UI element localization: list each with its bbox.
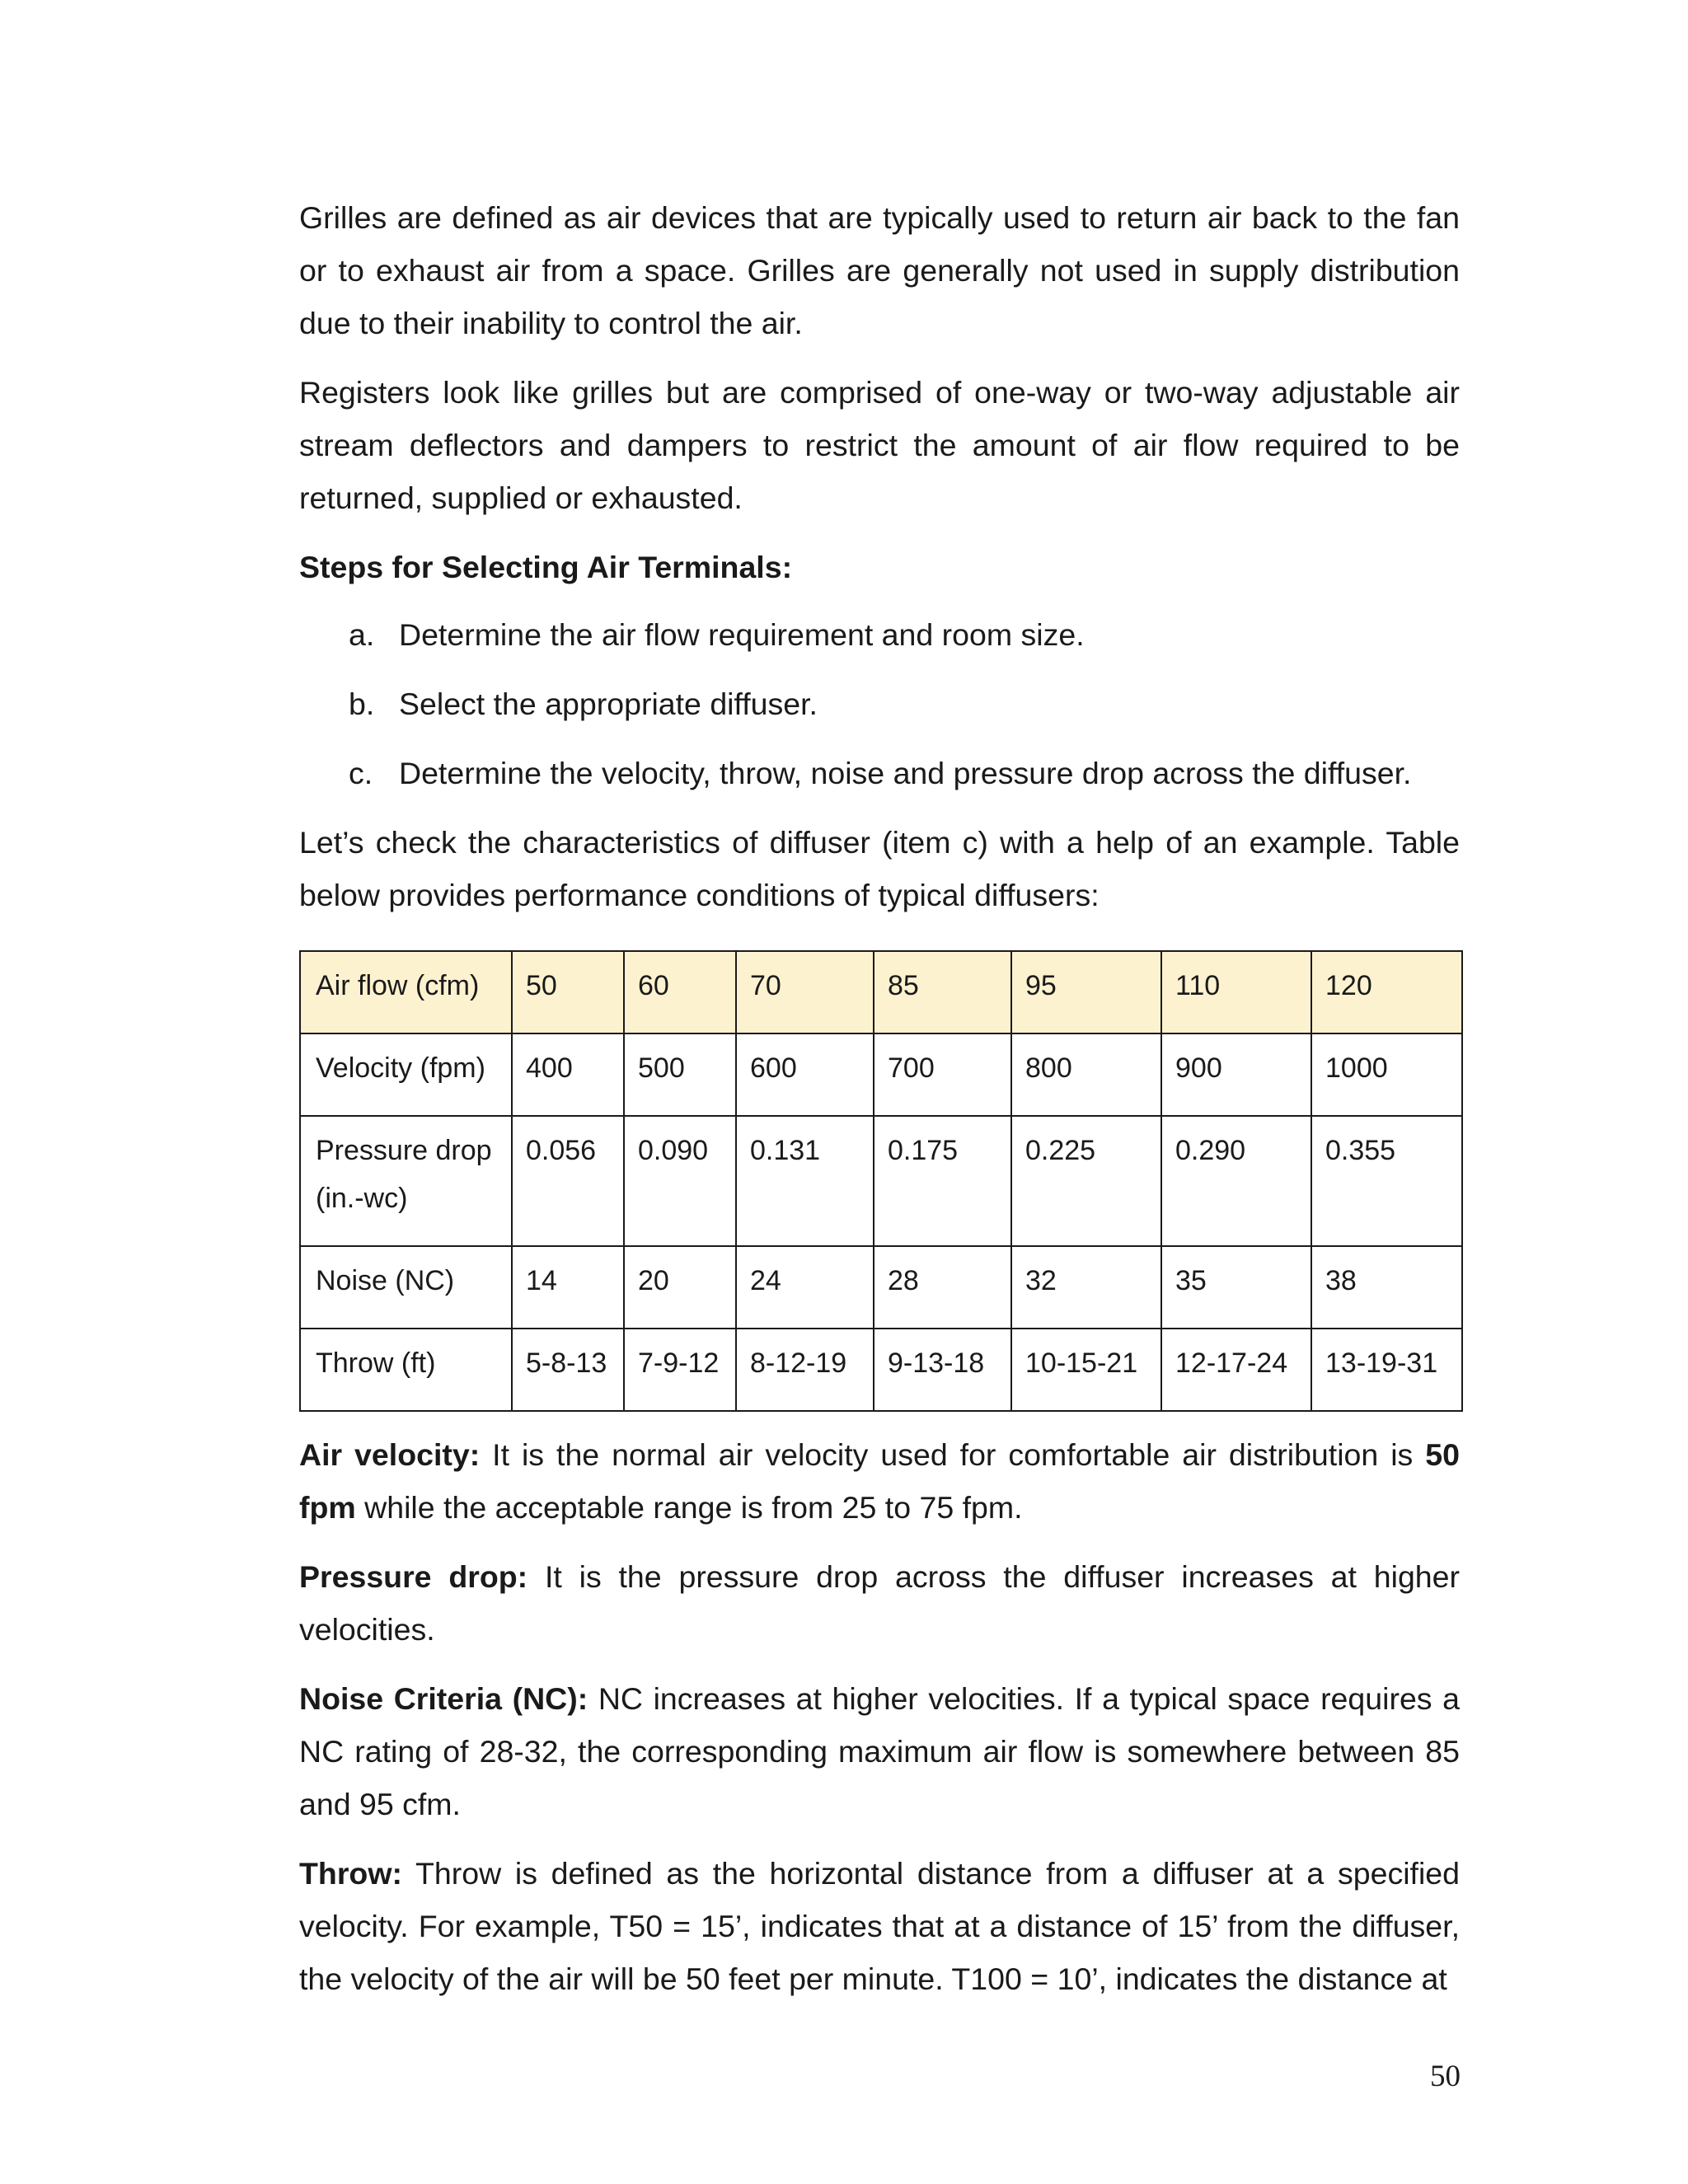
table-cell: 32 [1011, 1246, 1161, 1329]
table-row [300, 1246, 1462, 1329]
step-item [299, 608, 1460, 661]
term-air-velocity: Air velocity: [299, 1437, 481, 1472]
table-row [300, 1329, 1462, 1411]
table-cell: 120 [1311, 951, 1462, 1033]
table-cell: 20 [624, 1246, 736, 1329]
table-row-label: Throw (ft) [300, 1329, 512, 1411]
table-cell: 38 [1311, 1246, 1462, 1329]
table-cell: 0.175 [874, 1116, 1011, 1246]
table-cell: 8-12-19 [736, 1329, 874, 1411]
table-cell: 0.225 [1011, 1116, 1161, 1246]
air-velocity-text-after: while the acceptable range is from 25 to 75 fpm. [355, 1490, 1023, 1525]
table-cell: 700 [874, 1033, 1011, 1116]
table-cell: 13-19-31 [1311, 1329, 1462, 1411]
steps-heading: Steps for Selecting Air Terminals: [299, 550, 793, 584]
table-cell: 10-15-21 [1011, 1329, 1161, 1411]
step-letter: a. [349, 617, 375, 652]
table-cell: 0.090 [624, 1116, 736, 1246]
term-noise-criteria: Noise Criteria (NC): [299, 1681, 588, 1716]
table-cell: 14 [512, 1246, 624, 1329]
table-cell: 0.355 [1311, 1116, 1462, 1246]
step-item [299, 677, 1460, 730]
air-velocity-emphasis: 50 fpm [299, 1437, 1460, 1525]
table-row-label: Velocity (fpm) [300, 1033, 512, 1116]
paragraph-registers: Registers look like grilles but are comprised of one-way or two-way adjustable air stream deflectors and dampers to restrict the amount of air flow required to be returned, supplied or exhausted. [299, 375, 1460, 515]
table-row-label: Air flow (cfm) [300, 951, 512, 1033]
term-throw: Throw: [299, 1856, 402, 1891]
table-cell: 0.131 [736, 1116, 874, 1246]
steps-list [299, 608, 1460, 799]
air-velocity-text: It is the normal air velocity used for comfortable air distribution is [480, 1437, 1426, 1472]
definition-throw [299, 1847, 1460, 2005]
term-pressure-drop: Pressure drop: [299, 1559, 528, 1594]
step-item [299, 747, 1460, 799]
definition-pressure-drop [299, 1550, 1460, 1656]
table-cell: 95 [1011, 951, 1161, 1033]
step-text: Select the appropriate diffuser. [399, 687, 818, 721]
table-cell: 7-9-12 [624, 1329, 736, 1411]
table-cell: 5-8-13 [512, 1329, 624, 1411]
table-cell: 0.290 [1161, 1116, 1311, 1246]
table-cell: 85 [874, 951, 1011, 1033]
step-letter: c. [349, 756, 373, 790]
table-cell: 600 [736, 1033, 874, 1116]
step-text: Determine the air flow requirement and room size. [399, 617, 1085, 652]
throw-text: Throw is defined as the horizontal distance from a diffuser at a specified velocity. For example, T50 = 15’, indicates that at a distance of 15’ from the diffuser, the velocity of the air will be 50 feet per minute. T100 = 10’, indicates the distance at [299, 1856, 1460, 1996]
table-cell: 35 [1161, 1246, 1311, 1329]
table-cell: 500 [624, 1033, 736, 1116]
step-letter: b. [349, 687, 375, 721]
table-cell: 900 [1161, 1033, 1311, 1116]
table-cell: 800 [1011, 1033, 1161, 1116]
diffuser-performance-table [299, 950, 1463, 1412]
table-cell: 1000 [1311, 1033, 1462, 1116]
table-cell: 50 [512, 951, 624, 1033]
table-cell: 70 [736, 951, 874, 1033]
table-row-label: Noise (NC) [300, 1246, 512, 1329]
step-text: Determine the velocity, throw, noise and pressure drop across the diffuser. [399, 756, 1412, 790]
table-cell: 60 [624, 951, 736, 1033]
table-cell: 0.056 [512, 1116, 624, 1246]
table-body [300, 951, 1462, 1411]
table-header-row [300, 951, 1462, 1033]
document-body [299, 191, 1460, 2022]
table-row-label: Pressure drop (in.-wc) [300, 1116, 512, 1246]
definition-air-velocity [299, 1428, 1460, 1534]
pressure-drop-text: It is the pressure drop across the diffuser increases at higher velocities. [299, 1559, 1461, 1647]
noise-criteria-text: NC increases at higher velocities. If a typical space requires a NC rating of 28-32, the corresponding maximum air flow is somewhere between 85 and 95 cfm. [299, 1681, 1460, 1821]
definition-noise-criteria [299, 1672, 1460, 1830]
table-cell: 110 [1161, 951, 1311, 1033]
page-number: 50 [1430, 2060, 1461, 2093]
table-cell: 12-17-24 [1161, 1329, 1311, 1411]
table-cell: 28 [874, 1246, 1011, 1329]
table-cell: 24 [736, 1246, 874, 1329]
paragraph-example-intro: Let’s check the characteristics of diffuser (item c) with a help of an example. Table below provides performance conditions of typical diffusers: [299, 825, 1460, 912]
table-cell: 400 [512, 1033, 624, 1116]
table-cell: 9-13-18 [874, 1329, 1011, 1411]
table-row [300, 1033, 1462, 1116]
table-row [300, 1116, 1462, 1246]
paragraph-grilles: Grilles are defined as air devices that are typically used to return air back to the fan or to exhaust air from a space. Grilles are generally not used in supply distribution due to their inability to control the air. [299, 200, 1460, 340]
